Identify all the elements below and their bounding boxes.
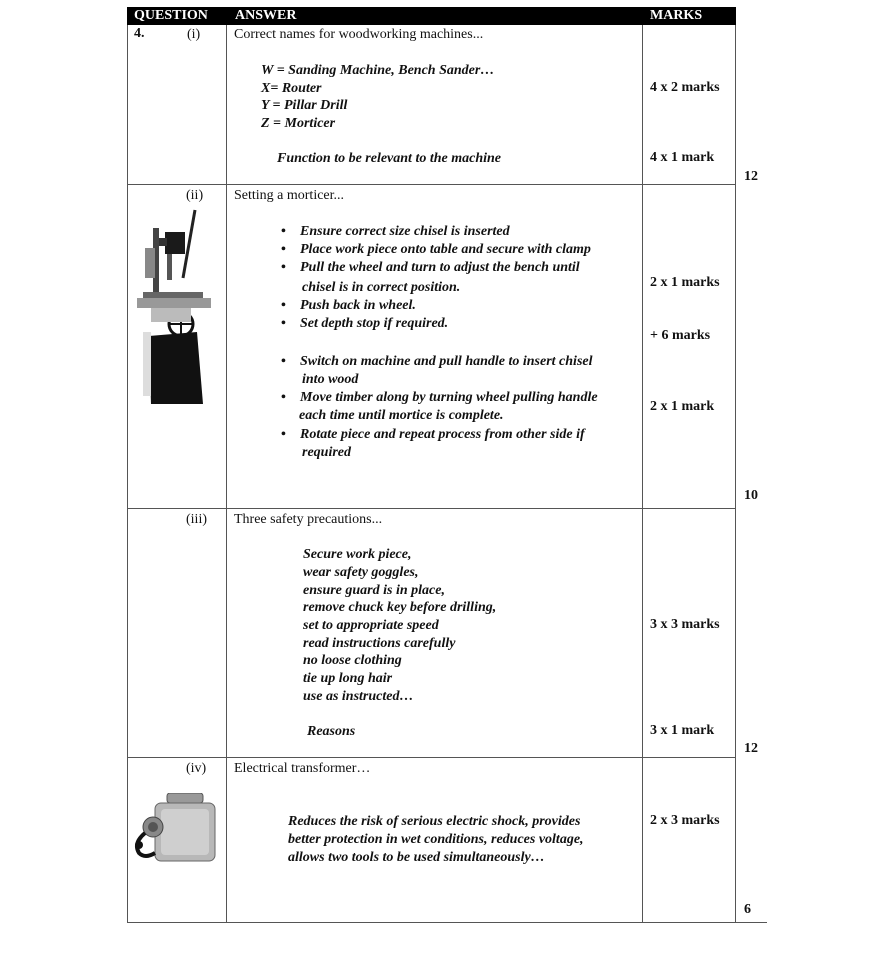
morticer-step: • Ensure correct size chisel is inserted <box>276 223 591 241</box>
header-marks: MARKS <box>650 8 703 23</box>
morticer-step: • Set depth stop if required. <box>276 315 448 333</box>
part-iii-total: 12 <box>744 741 758 756</box>
safety-precaution: read instructions carefully <box>303 636 456 651</box>
morticer-step: • Push back in wheel. <box>276 297 448 315</box>
table-border-right <box>735 25 736 923</box>
part-ii-marks-plus: + 6 marks <box>650 328 711 343</box>
safety-precaution: no loose clothing <box>303 653 402 668</box>
part-iii-marks-reasons: 3 x 1 mark <box>650 723 715 738</box>
morticer-step: • Pull the wheel and turn to adjust the bench until <box>276 259 591 277</box>
part-iii-marks-precautions: 3 x 3 marks <box>650 617 720 632</box>
transformer-answer-line: better protection in wet conditions, reduces voltage, <box>288 832 584 847</box>
part-ii-label: (ii) <box>186 188 204 203</box>
part-i-label: (i) <box>187 27 201 42</box>
safety-precaution: use as instructed… <box>303 689 414 704</box>
part-i-marks-names: 4 x 2 marks <box>650 80 720 95</box>
morticer-steps-list-a <box>276 223 591 277</box>
machine-answer-y: Y = Pillar Drill <box>261 98 348 113</box>
part-i-intro: Correct names for woodworking machines... <box>234 27 484 42</box>
morticer-step: • Rotate piece and repeat process from other side if <box>276 426 585 444</box>
transformer-answer-line: Reduces the risk of serious electric shock, provides <box>288 814 581 829</box>
morticer-steps-list-b1 <box>276 353 593 371</box>
morticer-step: • Place work piece onto table and secure with clamp <box>276 241 591 259</box>
table-border-bottom <box>127 922 767 923</box>
part-ii-marks-b: 2 x 1 mark <box>650 399 715 414</box>
machine-answer-w: W = Sanding Machine, Bench Sander… <box>261 63 495 78</box>
morticer-step-continuation: chisel is in correct position. <box>302 280 461 295</box>
machine-answer-z: Z = Morticer <box>261 116 336 131</box>
part-iii-intro: Three safety precautions... <box>234 512 383 527</box>
reasons-label: Reasons <box>307 724 356 739</box>
part-iv-marks: 2 x 3 marks <box>650 813 720 828</box>
row-divider-2 <box>127 508 736 509</box>
question-number: 4. <box>134 26 145 41</box>
part-iii-label: (iii) <box>186 512 207 527</box>
part-iv-total: 6 <box>744 902 751 917</box>
column-divider-answer <box>642 25 643 923</box>
part-ii-total: 10 <box>744 488 758 503</box>
row-divider-3 <box>127 757 736 758</box>
part-ii-intro: Setting a morticer... <box>234 188 345 203</box>
morticer-step: • Switch on machine and pull handle to insert chisel <box>276 353 593 371</box>
header-answer: ANSWER <box>235 8 297 23</box>
safety-precaution: Secure work piece, <box>303 547 412 562</box>
safety-precaution: tie up long hair <box>303 671 393 686</box>
morticer-step-continuation: into wood <box>302 372 359 387</box>
morticer-steps-list-b2 <box>276 389 598 407</box>
safety-precaution: remove chuck key before drilling, <box>303 600 497 615</box>
morticer-steps-list-b3 <box>276 426 585 444</box>
part-i-marks-function: 4 x 1 mark <box>650 150 715 165</box>
part-iv-label: (iv) <box>186 761 207 776</box>
table-header <box>127 7 736 25</box>
transformer-answer-line: allows two tools to be used simultaneously… <box>288 850 545 865</box>
part-ii-marks-a: 2 x 1 marks <box>650 275 720 290</box>
safety-precaution: set to appropriate speed <box>303 618 439 633</box>
header-question: QUESTION <box>134 8 208 23</box>
machine-answer-x: X= Router <box>261 81 322 96</box>
morticer-machine-icon <box>137 208 217 406</box>
morticer-step: • Move timber along by turning wheel pulling handle <box>276 389 598 407</box>
part-iv-intro: Electrical transformer… <box>234 761 371 776</box>
morticer-step-continuation: each time until mortice is complete. <box>299 408 504 423</box>
part-i-total: 12 <box>744 169 758 184</box>
morticer-step-continuation: required <box>302 445 351 460</box>
column-divider-question <box>226 25 227 923</box>
transformer-icon <box>133 793 221 867</box>
safety-precaution: wear safety goggles, <box>303 565 419 580</box>
table-border-left <box>127 25 128 923</box>
morticer-steps-list-a2 <box>276 297 448 333</box>
safety-precaution: ensure guard is in place, <box>303 583 445 598</box>
function-note: Function to be relevant to the machine <box>277 151 502 166</box>
row-divider-1 <box>127 184 736 185</box>
